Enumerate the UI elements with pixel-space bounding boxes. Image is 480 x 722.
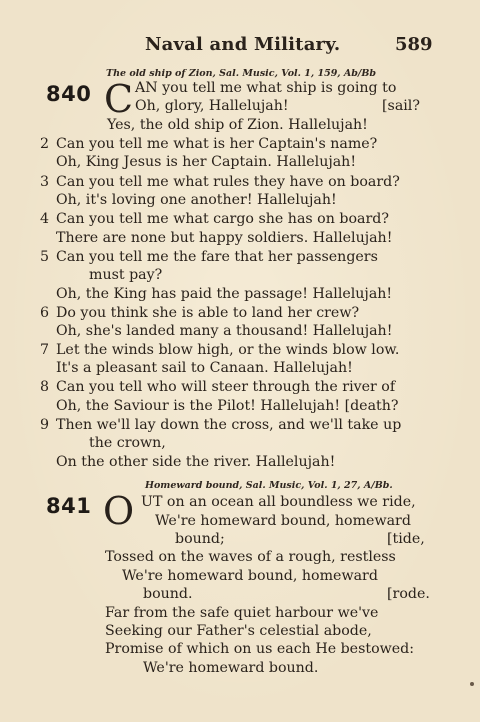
verse-line: Oh, glory, Hallelujah! bbox=[135, 98, 289, 114]
verse-line: must pay? bbox=[89, 267, 163, 283]
verse-number: 7 bbox=[40, 342, 50, 358]
verse-line: Can you tell me what rules they have on board? bbox=[56, 174, 400, 190]
verse-line: Can you tell who will steer through the river of bbox=[56, 379, 396, 395]
verse-line: There are none but happy soldiers. Hallelujah! bbox=[56, 230, 393, 246]
verse-line: AN you tell me what ship is going to bbox=[135, 80, 397, 96]
page-number: 589 bbox=[395, 34, 433, 55]
page-header bbox=[0, 34, 480, 58]
verse-line: UT on an ocean all boundless we ride, bbox=[141, 494, 416, 510]
verse-line: We're homeward bound. bbox=[143, 660, 319, 676]
verse-number: 4 bbox=[40, 211, 50, 227]
verse-line: It's a pleasant sail to Canaan. Hallelujah! bbox=[56, 360, 353, 376]
verse-line: Can you tell me the fare that her passengers bbox=[56, 249, 378, 265]
verse-line: Tossed on the waves of a rough, restless bbox=[105, 549, 396, 565]
verse-number: 8 bbox=[40, 379, 50, 395]
verse-number: 9 bbox=[40, 417, 50, 433]
verse-number: 5 bbox=[40, 249, 50, 265]
verse-line: the crown, bbox=[89, 435, 166, 451]
verse-line: [rode. bbox=[387, 586, 430, 602]
verse-line: Yes, the old ship of Zion. Hallelujah! bbox=[107, 117, 368, 133]
verse-line: Oh, King Jesus is her Captain. Hallelujah! bbox=[56, 154, 357, 170]
verse-number: 3 bbox=[40, 174, 50, 190]
verse-line: On the other side the river. Hallelujah! bbox=[56, 454, 336, 470]
verse-number: 6 bbox=[40, 305, 50, 321]
verse-line: Seeking our Father's celestial abode, bbox=[105, 623, 372, 639]
verse-line: [sail? bbox=[382, 98, 420, 114]
hymn-number: 840 bbox=[46, 82, 92, 106]
print-speck bbox=[470, 682, 474, 686]
verse-number: 2 bbox=[40, 136, 50, 152]
verse-line: Let the winds blow high, or the winds blow low. bbox=[56, 342, 400, 358]
hymn-number: 841 bbox=[46, 494, 92, 518]
verse-line: Far from the safe quiet harbour we've bbox=[105, 605, 379, 621]
verse-line: Oh, it's loving one another! Hallelujah! bbox=[56, 192, 337, 208]
drop-cap: O bbox=[103, 489, 135, 533]
verse-line: Do you think she is able to land her crew? bbox=[56, 305, 360, 321]
verse-line: Promise of which on us each He bestowed: bbox=[105, 641, 415, 657]
verse-line: Can you tell me what cargo she has on board? bbox=[56, 211, 389, 227]
section-title: Naval and Military. bbox=[145, 34, 341, 55]
verse-line: bound; bbox=[175, 531, 225, 547]
tune-reference: The old ship of Zion, Sal. Music, Vol. 1, 159, Ab/Bb bbox=[106, 68, 377, 79]
drop-cap: C bbox=[104, 77, 134, 121]
verse-line: We're homeward bound, homeward bbox=[122, 568, 378, 584]
tune-reference: Homeward bound, Sal. Music, Vol. 1, 27, A/Bb. bbox=[145, 480, 393, 491]
verse-line: Then we'll lay down the cross, and we'll take up bbox=[56, 417, 402, 433]
verse-line: Oh, the Saviour is the Pilot! Hallelujah! [death? bbox=[56, 398, 399, 414]
verse-line: bound. bbox=[143, 586, 193, 602]
verse-line: [tide, bbox=[387, 531, 425, 547]
verse-line: Can you tell me what is her Captain's name? bbox=[56, 136, 378, 152]
verse-line: Oh, the King has paid the passage! Hallelujah! bbox=[56, 286, 393, 302]
verse-line: Oh, she's landed many a thousand! Hallelujah! bbox=[56, 323, 393, 339]
verse-line: We're homeward bound, homeward bbox=[155, 513, 411, 529]
